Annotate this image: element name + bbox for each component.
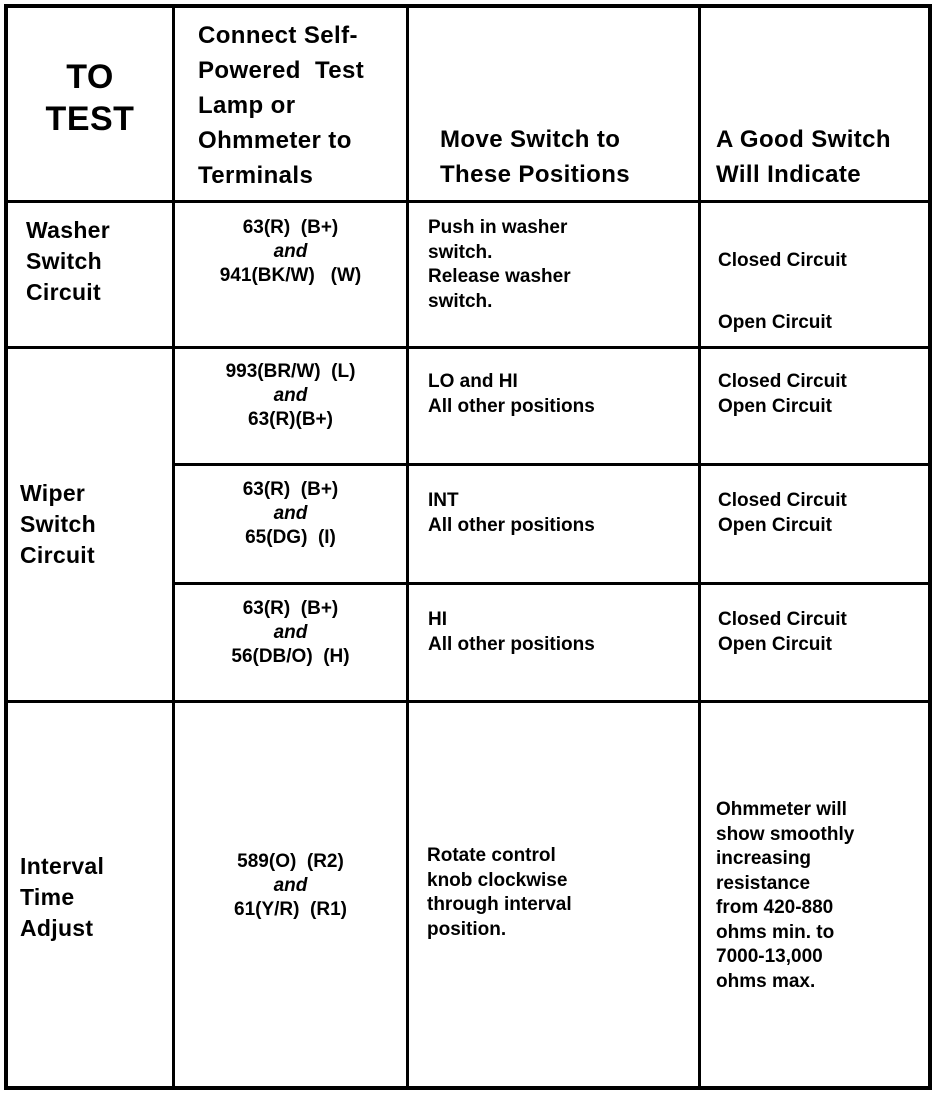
position-line: HI: [428, 609, 447, 630]
terminal-pair: 63(R)(B+): [248, 409, 333, 430]
washer-terminals: [175, 216, 406, 288]
switch-test-table: [4, 4, 932, 1090]
wiper-lohi-indication: [718, 370, 847, 419]
header-divider: [4, 200, 932, 203]
terminal-pair: 56(DB/O) (H): [231, 646, 350, 667]
indication-line: Open Circuit: [718, 312, 833, 333]
washer-label-line: Circuit: [26, 279, 101, 305]
indication-line: ohms min. to: [716, 921, 835, 943]
indication-line: Closed Circuit: [718, 371, 847, 392]
column-divider-2: [406, 4, 409, 1090]
position-line: switch.: [428, 290, 493, 312]
terminal-pair: 941(BK/W) (W): [219, 265, 362, 286]
and-connector: and: [273, 503, 308, 524]
header-connect-line: Powered Test: [198, 57, 365, 84]
washer-label-line: Washer: [26, 217, 111, 243]
wiper-hi-indication: [718, 608, 847, 657]
position-line: knob clockwise: [427, 869, 568, 891]
wiper-int-terminals: [175, 478, 406, 550]
indication-line: from 420-880: [716, 897, 834, 918]
header-to-test-line: TEST: [45, 100, 135, 138]
interval-positions: [427, 844, 572, 942]
header-good-switch: [716, 122, 891, 192]
header-connect: [198, 18, 364, 193]
washer-label-line: Switch: [26, 248, 102, 274]
position-line: All other positions: [428, 514, 595, 536]
position-line: INT: [428, 490, 459, 511]
interval-label-line: Adjust: [20, 915, 94, 941]
header-connect-line: Connect Self-: [198, 22, 358, 49]
terminal-pair: 61(Y/R) (R1): [234, 899, 347, 920]
wiper-label: [20, 478, 96, 571]
indication-line: Open Circuit: [718, 514, 833, 536]
position-line: position.: [427, 918, 507, 940]
wiper-label-line: Circuit: [20, 542, 95, 568]
wiper-int-positions: [428, 489, 595, 538]
wiper-sub-divider-1: [172, 463, 932, 466]
indication-line: Open Circuit: [718, 395, 833, 417]
wiper-hi-terminals: [175, 597, 406, 669]
washer-indication-open: [718, 311, 832, 336]
terminal-pair: 63(R) (B+): [242, 217, 339, 238]
wiper-int-indication: [718, 489, 847, 538]
interval-label: [20, 851, 104, 944]
table-border-top: [4, 4, 932, 8]
indication-line: Closed Circuit: [718, 250, 847, 271]
indication-line: Closed Circuit: [718, 609, 847, 630]
position-line: All other positions: [428, 395, 595, 417]
header-move-switch: [440, 122, 630, 192]
position-line: Rotate control: [427, 845, 556, 866]
header-to-test: [8, 56, 172, 140]
indication-line: increasing: [716, 848, 812, 869]
header-move-line: Move Switch to: [440, 126, 621, 153]
table-border-left: [4, 4, 8, 1090]
wiper-lohi-terminals: [175, 360, 406, 432]
terminal-pair: 63(R) (B+): [242, 598, 339, 619]
washer-positions: [428, 216, 571, 314]
indication-line: Closed Circuit: [718, 490, 847, 511]
washer-divider: [4, 346, 932, 349]
interval-label-line: Interval: [20, 853, 105, 879]
wiper-hi-positions: [428, 608, 595, 657]
and-connector: and: [273, 875, 308, 896]
header-connect-line: Ohmmeter to: [198, 127, 352, 154]
indication-line: 7000-13,000: [716, 946, 823, 967]
position-line: Push in washer: [428, 217, 568, 238]
header-connect-line: Lamp or: [198, 92, 296, 119]
header-connect-line: Terminals: [198, 162, 314, 189]
header-good-line: Will Indicate: [716, 161, 862, 188]
terminal-pair: 993(BR/W) (L): [225, 361, 356, 382]
wiper-lohi-positions: [428, 370, 595, 419]
interval-indication: [716, 798, 854, 994]
wiper-sub-divider-2: [172, 582, 932, 585]
header-to-test-line: TO: [66, 58, 114, 96]
position-line: Release washer: [428, 266, 571, 287]
table-border-bottom: [4, 1086, 932, 1090]
position-line: LO and HI: [428, 371, 518, 392]
washer-indication-closed: [718, 249, 847, 274]
terminal-pair: 65(DG) (I): [245, 527, 336, 548]
and-connector: and: [273, 622, 308, 643]
and-connector: and: [273, 385, 308, 406]
table-border-right: [928, 4, 932, 1090]
indication-line: Open Circuit: [718, 633, 833, 655]
wiper-divider: [4, 700, 932, 703]
wiper-label-line: Switch: [20, 511, 96, 537]
and-connector: and: [273, 241, 308, 262]
terminal-pair: 63(R) (B+): [242, 479, 339, 500]
indication-line: ohms max.: [716, 970, 816, 992]
indication-line: resistance: [716, 872, 811, 894]
wiper-label-line: Wiper: [20, 480, 86, 506]
column-divider-3: [698, 4, 701, 1090]
interval-terminals: [175, 850, 406, 922]
indication-line: Ohmmeter will: [716, 799, 847, 820]
interval-label-line: Time: [20, 884, 75, 910]
position-line: through interval: [427, 894, 572, 915]
header-good-line: A Good Switch: [716, 126, 891, 153]
header-move-line: These Positions: [440, 161, 631, 188]
terminal-pair: 589(O) (R2): [237, 851, 344, 872]
position-line: All other positions: [428, 633, 595, 655]
indication-line: show smoothly: [716, 823, 855, 845]
position-line: switch.: [428, 241, 493, 263]
washer-label: [26, 215, 110, 308]
